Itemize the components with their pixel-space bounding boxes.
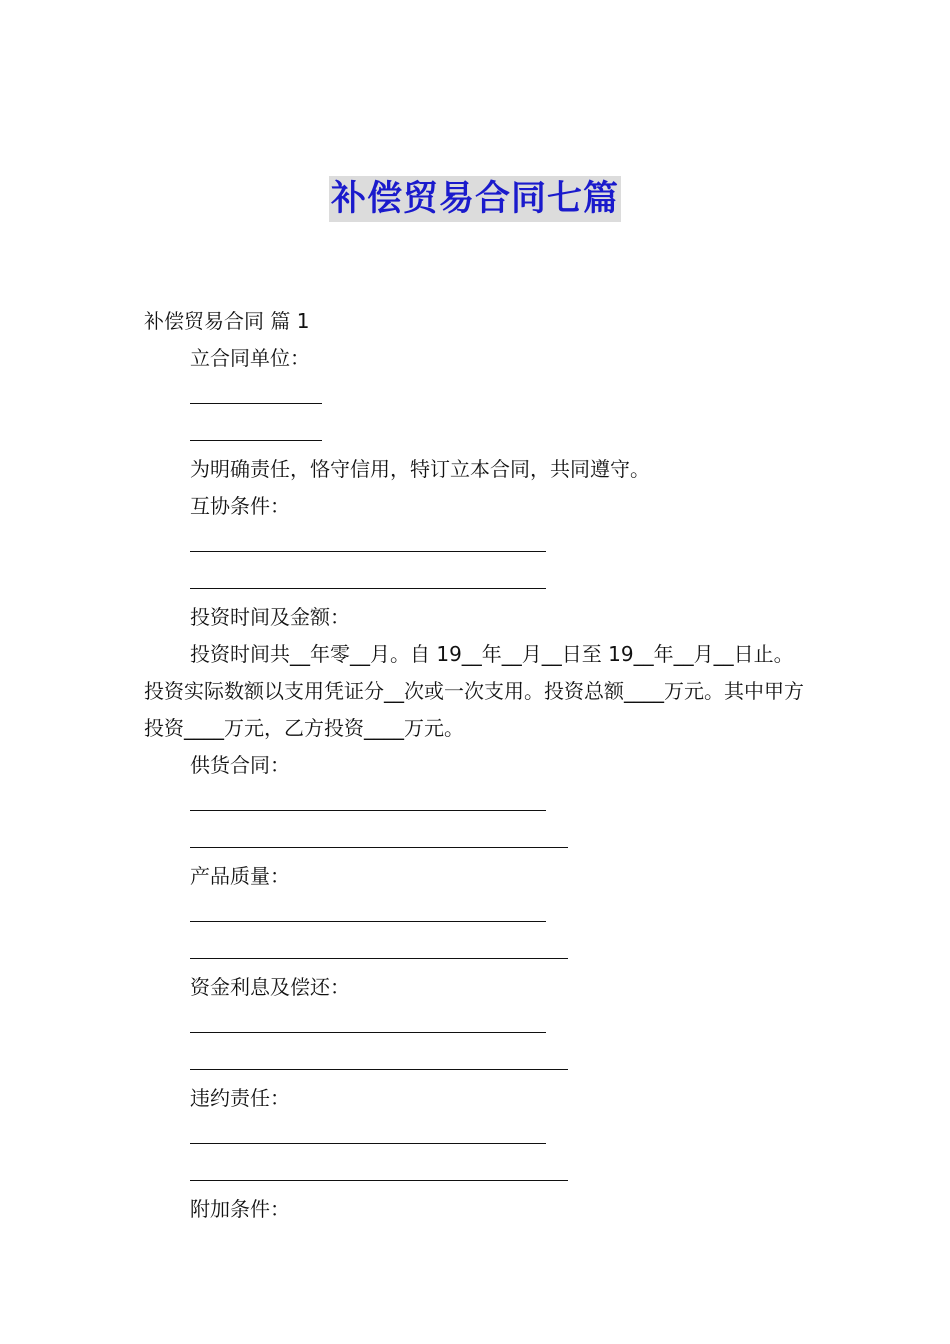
additional-terms-label: 附加条件： <box>190 1197 290 1221</box>
investment-label: 投资时间及金额： <box>190 605 350 629</box>
section-heading: 补偿贸易合同 篇 1 <box>144 309 310 333</box>
mutual-terms-label: 互协条件： <box>190 494 290 518</box>
blank-line <box>144 1117 806 1154</box>
investment-paragraph: 投资时间共__年零__月。自 19__年__月__日至 19__年__月__日止。投资实际数额以支用凭证分__次或一次支用。投资总额____万元。其中甲方投资____万元，乙方投资____万元。 <box>144 642 804 740</box>
fill-in-blank <box>190 1032 546 1033</box>
blank-line <box>144 1043 806 1080</box>
blank-line <box>144 377 806 414</box>
blank-line <box>144 414 806 451</box>
blank-line <box>144 784 806 821</box>
fill-in-blank <box>190 551 546 552</box>
fill-in-blank <box>190 1069 568 1070</box>
blank-line <box>144 1154 806 1191</box>
fill-in-blank <box>190 810 546 811</box>
blank-line <box>144 932 806 969</box>
fill-in-blank <box>190 440 322 441</box>
preamble-text: 为明确责任，恪守信用，特订立本合同，共同遵守。 <box>190 457 650 481</box>
breach-liability-label: 违约责任： <box>190 1086 290 1110</box>
interest-repayment-label: 资金利息及偿还： <box>190 975 350 999</box>
fill-in-blank <box>190 403 322 404</box>
fill-in-blank <box>190 847 568 848</box>
document-body <box>144 303 806 1228</box>
fill-in-blank <box>190 1143 546 1144</box>
title-wrap <box>0 176 950 222</box>
blank-line <box>144 821 806 858</box>
fill-in-blank <box>190 1180 568 1181</box>
fill-in-blank <box>190 958 568 959</box>
blank-line <box>144 895 806 932</box>
supply-contract-label: 供货合同： <box>190 753 290 777</box>
document-title: 补偿贸易合同七篇 <box>329 176 621 222</box>
product-quality-label: 产品质量： <box>190 864 290 888</box>
blank-line <box>144 525 806 562</box>
blank-line <box>144 1006 806 1043</box>
blank-line <box>144 562 806 599</box>
fill-in-blank <box>190 588 546 589</box>
contract-parties-label: 立合同单位： <box>190 346 310 370</box>
fill-in-blank <box>190 921 546 922</box>
